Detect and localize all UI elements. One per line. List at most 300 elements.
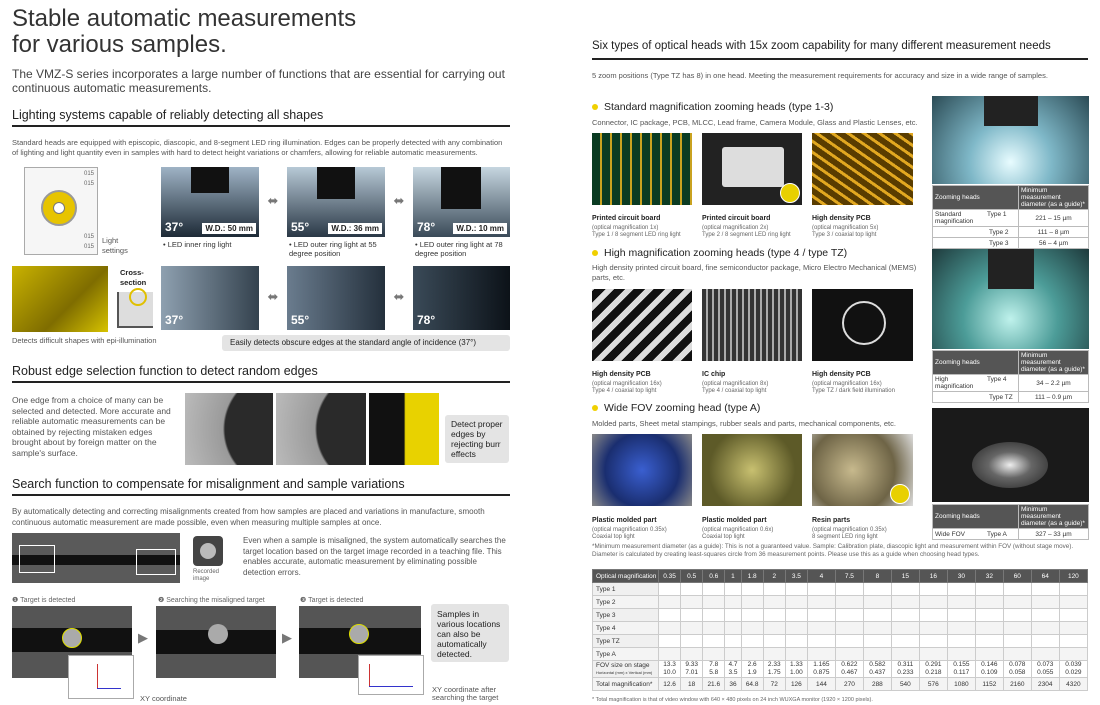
fov-cell bbox=[725, 661, 741, 678]
total-cell: 126 bbox=[785, 678, 807, 691]
zt-type: Type 1 bbox=[987, 211, 1007, 218]
optical-magnification-table bbox=[592, 569, 1088, 691]
intro-text: The VMZ-S series incorporates a large number of functions that are essential for carrying out continuous automatic measurements. bbox=[12, 67, 505, 95]
zt-value: 56 – 4 µm bbox=[1019, 238, 1089, 249]
caption-g3-3 bbox=[812, 509, 920, 541]
type-cell bbox=[741, 622, 763, 635]
fov-v: 0.029 bbox=[1065, 669, 1082, 676]
fov-h: 0.039 bbox=[1065, 661, 1082, 668]
zt-header: Minimum measurement diameter (as a guide)* bbox=[1019, 505, 1089, 529]
type-cell bbox=[835, 635, 863, 648]
zt-type: Type 2 bbox=[933, 227, 1019, 238]
mag-header: 1.8 bbox=[741, 570, 763, 583]
type-cell bbox=[659, 583, 681, 596]
type-cell bbox=[763, 648, 785, 661]
caption-title: Plastic molded part bbox=[702, 517, 767, 524]
type-label: Type 4 bbox=[593, 622, 659, 635]
photo-78deg-lens bbox=[413, 167, 510, 237]
type-row bbox=[593, 596, 1088, 609]
type-cell bbox=[1059, 583, 1087, 596]
fov-h: 0.073 bbox=[1037, 661, 1054, 668]
type-cell bbox=[659, 596, 681, 609]
photo-hd-pcb-16x bbox=[592, 289, 692, 361]
double-arrow-icon: ⬌ bbox=[393, 289, 405, 304]
mag-header: 15 bbox=[891, 570, 919, 583]
type-cell bbox=[1003, 596, 1031, 609]
total-cell: 270 bbox=[835, 678, 863, 691]
caption-line: Coaxial top light bbox=[702, 534, 745, 540]
page-title-line1: Stable automatic measurements bbox=[12, 5, 357, 32]
photo-pcb-1x bbox=[592, 133, 692, 205]
step-1-label: ❶ Target is detected bbox=[12, 597, 76, 604]
photo-ic-chip-8x bbox=[702, 289, 802, 361]
total-cell: 12.6 bbox=[659, 678, 681, 691]
table-header-label: Optical magnification bbox=[593, 570, 659, 583]
type-cell bbox=[975, 609, 1003, 622]
type-row bbox=[593, 622, 1088, 635]
panel-value: 015 bbox=[83, 181, 94, 187]
type-cell bbox=[891, 609, 919, 622]
burr-effects-note: Detect proper edges by rejecting burr effects bbox=[445, 415, 509, 463]
zt-type: Type A bbox=[987, 530, 1007, 538]
type-cell bbox=[807, 583, 835, 596]
fov-h: 0.078 bbox=[1009, 661, 1026, 668]
various-locations-note: Samples in various locations can also be automatically detected. bbox=[431, 604, 509, 662]
type-cell bbox=[1059, 622, 1087, 635]
fov-h: 0.311 bbox=[897, 661, 914, 668]
caption-text: LED outer ring light at 55 degree position bbox=[289, 240, 377, 258]
caption-line: Type 1 / 8 segment LED ring light bbox=[592, 232, 681, 238]
fov-label bbox=[593, 661, 659, 678]
type-cell bbox=[1059, 635, 1087, 648]
right-subtitle: 5 zoom positions (Type TZ has 8) in one head. Meeting the measurement requirements for accuracy and size in a wide range of samples. bbox=[592, 71, 1048, 80]
caption-g2-1 bbox=[592, 363, 700, 395]
step-2-label: ❷ Searching the misaligned target bbox=[158, 597, 265, 604]
angle-label: 55° bbox=[291, 313, 310, 327]
type-cell bbox=[919, 596, 947, 609]
recorded-image-label: Recorded image bbox=[193, 569, 220, 582]
fov-v: 0.467 bbox=[841, 669, 858, 676]
type-cell bbox=[975, 622, 1003, 635]
total-mag-footnote: * Total magnification is that of video window with 640 × 480 pixels on 24 inch WUXGA monitor (1920 × 1200 pixels). bbox=[592, 697, 873, 703]
photo-epi-sample bbox=[12, 266, 108, 332]
caption-line: (optical magnification 8x) bbox=[702, 381, 769, 387]
total-row bbox=[593, 678, 1088, 691]
photo-multi-samples bbox=[12, 533, 180, 583]
zt-group: Standard magnification bbox=[935, 211, 974, 225]
type-cell bbox=[1059, 596, 1087, 609]
type-cell bbox=[863, 648, 891, 661]
fov-v: 0.218 bbox=[925, 669, 942, 676]
type-cell bbox=[807, 635, 835, 648]
caption-line: Coaxial top light bbox=[592, 534, 635, 540]
fov-cell bbox=[681, 661, 703, 678]
fov-sub-text: Horizontal (mm) x Vertical (mm) bbox=[596, 670, 653, 675]
type-cell bbox=[681, 583, 703, 596]
type-row bbox=[593, 609, 1088, 622]
angle-label: 37° bbox=[165, 220, 184, 234]
photo-resin-parts bbox=[812, 434, 913, 506]
group-high-desc: High density printed circuit board, fine semiconductor package, Micro Electro Mechanical (MEMS) parts, etc. bbox=[592, 263, 917, 282]
zt-type: Type TZ bbox=[933, 392, 1019, 403]
type-cell bbox=[1059, 648, 1087, 661]
mag-header: 60 bbox=[1003, 570, 1031, 583]
photo-edge-select-2 bbox=[276, 393, 366, 465]
type-cell bbox=[835, 609, 863, 622]
type-cell bbox=[975, 596, 1003, 609]
caption-g1-1 bbox=[592, 207, 700, 239]
photo-pcb-2x bbox=[702, 133, 802, 205]
type-cell bbox=[891, 648, 919, 661]
type-cell bbox=[703, 622, 725, 635]
caption-g3-2 bbox=[702, 509, 810, 541]
total-cell: 576 bbox=[919, 678, 947, 691]
type-cell bbox=[1059, 609, 1087, 622]
zt-value: 34 – 2.2 µm bbox=[1019, 375, 1089, 392]
type-cell bbox=[891, 596, 919, 609]
type-label: Type 2 bbox=[593, 596, 659, 609]
type-cell bbox=[681, 635, 703, 648]
fov-cell bbox=[763, 661, 785, 678]
zt-group: Wide FOV bbox=[935, 530, 965, 538]
recorded-image-thumb bbox=[193, 536, 223, 566]
cross-section-label: Cross-section bbox=[120, 268, 147, 287]
zoom-table-wide bbox=[932, 504, 1089, 540]
fov-v: 10.0 bbox=[663, 669, 676, 676]
total-cell: 21.6 bbox=[703, 678, 725, 691]
fov-h: 1.165 bbox=[813, 661, 830, 668]
light-settings-panel bbox=[24, 167, 98, 255]
right-heading: Six types of optical heads with 15x zoom capability for many different measurement needs bbox=[592, 40, 1051, 52]
page-title-line2: for various samples. bbox=[12, 31, 227, 58]
total-cell: 2304 bbox=[1031, 678, 1059, 691]
section-lighting-desc: Standard heads are equipped with episcopic, diascopic, and 8-segment LED ring illumination. Edges can be properly detected with any combination of lighting and light quantity even in samples with hard to detect height variations or chamfers, allowing for reliable automatic measurements. bbox=[12, 138, 503, 157]
mag-header: 8 bbox=[863, 570, 891, 583]
xy-after-search-label: XY coordinate after searching the target bbox=[432, 685, 499, 702]
total-cell: 4320 bbox=[1059, 678, 1087, 691]
type-cell bbox=[863, 609, 891, 622]
caption-title: Printed circuit board bbox=[592, 215, 661, 222]
type-cell bbox=[725, 596, 741, 609]
type-cell bbox=[763, 583, 785, 596]
type-cell bbox=[947, 635, 975, 648]
photo-wide-head bbox=[932, 408, 1089, 502]
fov-cell bbox=[891, 661, 919, 678]
type-cell bbox=[785, 622, 807, 635]
type-cell bbox=[1003, 583, 1031, 596]
zt-value: 111 – 0.9 µm bbox=[1019, 392, 1089, 403]
type-cell bbox=[863, 583, 891, 596]
type-cell bbox=[891, 583, 919, 596]
zt-type: Type 4 bbox=[987, 376, 1007, 383]
fov-v: 7.01 bbox=[685, 669, 698, 676]
type-cell bbox=[725, 609, 741, 622]
type-cell bbox=[947, 622, 975, 635]
total-cell: 288 bbox=[863, 678, 891, 691]
photo-plastic-06x bbox=[702, 434, 802, 506]
type-cell bbox=[763, 596, 785, 609]
zt-header: Minimum measurement diameter (as a guide)* bbox=[1019, 186, 1089, 210]
caption-g1-3 bbox=[812, 207, 920, 239]
type-label: Type A bbox=[593, 648, 659, 661]
type-cell bbox=[725, 622, 741, 635]
caption-text: LED outer ring light at 78 degree position bbox=[415, 240, 503, 258]
xy-coordinate-label: XY coordinate bbox=[140, 694, 187, 703]
fov-v: 0.109 bbox=[981, 669, 998, 676]
mag-header: 30 bbox=[947, 570, 975, 583]
caption-line: 8 segment LED ring light bbox=[812, 534, 878, 540]
photo-edge-55 bbox=[287, 266, 385, 330]
caption-line: Type 2 / 8 segment LED ring light bbox=[702, 232, 791, 238]
caption-g2-2 bbox=[702, 363, 810, 395]
fov-cell bbox=[807, 661, 835, 678]
type-cell bbox=[763, 622, 785, 635]
type-cell bbox=[763, 609, 785, 622]
type-cell bbox=[1031, 648, 1059, 661]
fov-cell bbox=[975, 661, 1003, 678]
photo-high-head bbox=[932, 249, 1089, 349]
type-cell bbox=[725, 635, 741, 648]
group-wide-desc: Molded parts, Sheet metal stampings, rubber seals and parts, mechanical components, etc. bbox=[592, 419, 896, 428]
type-cell bbox=[919, 622, 947, 635]
caption-g1-2 bbox=[702, 207, 810, 239]
type-cell bbox=[681, 648, 703, 661]
photo-edge-select-3 bbox=[369, 393, 439, 465]
type-cell bbox=[725, 648, 741, 661]
type-cell bbox=[807, 622, 835, 635]
photo-37deg-lens bbox=[161, 167, 259, 237]
type-cell bbox=[835, 596, 863, 609]
photo-edge-select-1 bbox=[185, 393, 273, 465]
type-cell bbox=[659, 622, 681, 635]
type-cell bbox=[947, 583, 975, 596]
fov-cell bbox=[919, 661, 947, 678]
fov-cell bbox=[947, 661, 975, 678]
caption-g2-3 bbox=[812, 363, 920, 395]
arrow-right-icon: ▶ bbox=[282, 630, 292, 645]
fov-cell bbox=[659, 661, 681, 678]
type-cell bbox=[785, 596, 807, 609]
caption-line: (optical magnification 16x) bbox=[592, 381, 662, 387]
photo-edge-37 bbox=[161, 266, 259, 330]
section-search-desc: By automatically detecting and correcting misalignments created from how samples are placed and variations in manufacture, smooth continuous automatic measurement are made possible, even when measuring multiple samples at once. bbox=[12, 507, 485, 527]
type-cell bbox=[785, 583, 807, 596]
total-cell: 1152 bbox=[975, 678, 1003, 691]
type-cell bbox=[1031, 635, 1059, 648]
type-cell bbox=[741, 648, 763, 661]
double-arrow-icon: ⬌ bbox=[267, 193, 279, 208]
type-label: Type 3 bbox=[593, 609, 659, 622]
type-cell bbox=[807, 648, 835, 661]
type-cell bbox=[975, 648, 1003, 661]
search-side-text: Even when a sample is misaligned, the system automatically searches the target location based on the target image recorded in a teaching file. This enables accurate, automatic measurement by eliminating possible detection errors. bbox=[243, 536, 506, 577]
type-cell bbox=[919, 609, 947, 622]
mag-header: 16 bbox=[919, 570, 947, 583]
type-cell bbox=[703, 583, 725, 596]
fov-v: 1.75 bbox=[767, 669, 781, 676]
total-cell: 64.8 bbox=[741, 678, 763, 691]
double-arrow-icon: ⬌ bbox=[267, 289, 279, 304]
light-settings-label: Light settings bbox=[102, 236, 128, 255]
type-cell bbox=[681, 622, 703, 635]
panel-value: 015 bbox=[83, 171, 94, 177]
fov-v: 1.00 bbox=[790, 669, 803, 676]
type-cell bbox=[947, 648, 975, 661]
type-cell bbox=[659, 648, 681, 661]
type-cell bbox=[835, 622, 863, 635]
type-cell bbox=[725, 583, 741, 596]
caption-title: High density PCB bbox=[812, 371, 871, 378]
min-diameter-note: *Minimum measurement diameter (as a guide): This is not a guaranteed value. Sample: Calibration plate, diascopic light and measurement within FOV (without stage move). Diameter is calculated by creating least-squares circle from 36 measurement points. Please use this as a guide when choosing head types. bbox=[592, 543, 1074, 558]
angle-label: 78° bbox=[417, 313, 436, 327]
arrow-right-icon: ▶ bbox=[138, 630, 148, 645]
obscure-edges-note: Easily detects obscure edges at the standard angle of incidence (37°) bbox=[222, 335, 510, 351]
fov-v: 0.117 bbox=[953, 669, 970, 676]
type-cell bbox=[659, 635, 681, 648]
panel-value: 015 bbox=[83, 234, 94, 240]
total-cell: 2160 bbox=[1003, 678, 1031, 691]
zt-header: Zooming heads bbox=[933, 351, 1019, 375]
fov-cell bbox=[703, 661, 725, 678]
zt-type: Type 3 bbox=[933, 238, 1019, 249]
mag-header: 64 bbox=[1031, 570, 1059, 583]
type-cell bbox=[975, 583, 1003, 596]
caption-line: (optical magnification 1x) bbox=[592, 225, 659, 231]
type-cell bbox=[703, 596, 725, 609]
type-cell bbox=[807, 596, 835, 609]
caption-title: IC chip bbox=[702, 371, 726, 378]
fov-h: 2.33 bbox=[767, 661, 781, 668]
caption-line: Type TZ / dark field illumination bbox=[812, 388, 895, 394]
fov-h: 0.155 bbox=[953, 661, 970, 668]
group-standard-desc: Connector, IC package, PCB, MLCC, Lead frame, Camera Module, Glass and Plastic Lenses, etc. bbox=[592, 118, 918, 127]
fov-h: 1.33 bbox=[790, 661, 803, 668]
fov-v: 0.437 bbox=[869, 669, 886, 676]
type-cell bbox=[741, 635, 763, 648]
caption-inner-ring: • LED inner ring light bbox=[163, 240, 232, 249]
type-cell bbox=[807, 609, 835, 622]
type-cell bbox=[785, 609, 807, 622]
type-cell bbox=[1003, 635, 1031, 648]
caption-title: Plastic molded part bbox=[592, 517, 657, 524]
fov-cell bbox=[835, 661, 863, 678]
type-row bbox=[593, 648, 1088, 661]
zt-header: Zooming heads bbox=[933, 505, 1019, 529]
fov-row bbox=[593, 661, 1088, 678]
caption-text: LED inner ring light bbox=[167, 240, 232, 249]
fov-v: 0.233 bbox=[897, 669, 914, 676]
type-label: Type TZ bbox=[593, 635, 659, 648]
type-cell bbox=[741, 609, 763, 622]
cross-section-diagram bbox=[117, 292, 153, 328]
photo-standard-head bbox=[932, 96, 1089, 184]
fov-h: 7.8 bbox=[709, 661, 719, 668]
type-cell bbox=[785, 648, 807, 661]
fov-h: 2.6 bbox=[747, 661, 757, 668]
angle-label: 78° bbox=[417, 220, 436, 234]
caption-line: (optical magnification 16x) bbox=[812, 381, 882, 387]
type-cell bbox=[919, 583, 947, 596]
caption-line: (optical magnification 5x) bbox=[812, 225, 879, 231]
photo-step-2 bbox=[156, 606, 276, 678]
type-cell bbox=[863, 596, 891, 609]
total-cell: 144 bbox=[807, 678, 835, 691]
photo-edge-78 bbox=[413, 266, 510, 330]
fov-v: 3.5 bbox=[728, 669, 738, 676]
type-cell bbox=[947, 609, 975, 622]
group-title-text: Wide FOV zooming head (type A) bbox=[604, 402, 761, 414]
caption-line: Type 4 / coaxial top light bbox=[592, 388, 657, 394]
type-cell bbox=[741, 583, 763, 596]
zt-value: 327 – 33 µm bbox=[1019, 529, 1089, 540]
xy-graph-2 bbox=[358, 655, 424, 695]
mag-header: 0.35 bbox=[659, 570, 681, 583]
angle-label: 55° bbox=[291, 220, 310, 234]
fov-v: 0.055 bbox=[1037, 669, 1054, 676]
fov-cell bbox=[863, 661, 891, 678]
caption-line: (optical magnification 0.35x) bbox=[592, 527, 667, 533]
type-label: Type 1 bbox=[593, 583, 659, 596]
type-cell bbox=[659, 609, 681, 622]
caption-line: (optical magnification 0.6x) bbox=[702, 527, 774, 533]
type-cell bbox=[1031, 622, 1059, 635]
type-cell bbox=[741, 596, 763, 609]
type-cell bbox=[863, 635, 891, 648]
zt-group: High magnification bbox=[935, 376, 974, 390]
fov-v: 0.875 bbox=[813, 669, 830, 676]
fov-cell bbox=[1003, 661, 1031, 678]
photo-plastic-035x bbox=[592, 434, 692, 506]
type-cell bbox=[703, 648, 725, 661]
wd-label: W.D.: 10 mm bbox=[453, 223, 507, 234]
zoom-table-standard bbox=[932, 185, 1089, 249]
type-cell bbox=[763, 635, 785, 648]
group-title-text: High magnification zooming heads (type 4 / type TZ) bbox=[604, 247, 848, 259]
type-cell bbox=[1031, 583, 1059, 596]
mag-header: 0.5 bbox=[681, 570, 703, 583]
xy-graph-1 bbox=[68, 655, 134, 699]
section-search-heading: Search function to compensate for misalignment and sample variations bbox=[12, 477, 510, 496]
zt-header: Zooming heads bbox=[933, 186, 1019, 210]
type-cell bbox=[681, 609, 703, 622]
wd-label: W.D.: 50 mm bbox=[202, 223, 256, 234]
mag-header: 120 bbox=[1059, 570, 1087, 583]
mag-header: 4 bbox=[807, 570, 835, 583]
fov-cell bbox=[1059, 661, 1087, 678]
section-edge-desc: One edge from a choice of many can be selected and detected. More accurate and reliable automatic measurements can be obtained by rejecting mistaken edges brought about by foreign matter on the sample's surface. bbox=[12, 395, 171, 458]
zt-value: 111 – 8 µm bbox=[1019, 227, 1089, 238]
mag-header: 7.5 bbox=[835, 570, 863, 583]
caption-outer-78: • LED outer ring light at 78 degree position bbox=[415, 240, 503, 258]
fov-v: 1.9 bbox=[747, 669, 757, 676]
fov-label-text: FOV size on stage bbox=[596, 662, 650, 669]
type-cell bbox=[835, 583, 863, 596]
zt-header: Minimum measurement diameter (as a guide)* bbox=[1019, 351, 1089, 375]
fov-h: 0.291 bbox=[925, 661, 942, 668]
group-title-text: Standard magnification zooming heads (type 1-3) bbox=[604, 101, 834, 113]
section-edge-heading: Robust edge selection function to detect random edges bbox=[12, 364, 510, 383]
total-cell: 1080 bbox=[947, 678, 975, 691]
type-cell bbox=[975, 635, 1003, 648]
type-row bbox=[593, 635, 1088, 648]
type-cell bbox=[785, 635, 807, 648]
angle-label: 37° bbox=[165, 313, 184, 327]
group-standard-title bbox=[592, 101, 833, 113]
type-cell bbox=[891, 622, 919, 635]
type-cell bbox=[703, 609, 725, 622]
type-cell bbox=[947, 596, 975, 609]
caption-line: (optical magnification 0.35x) bbox=[812, 527, 887, 533]
